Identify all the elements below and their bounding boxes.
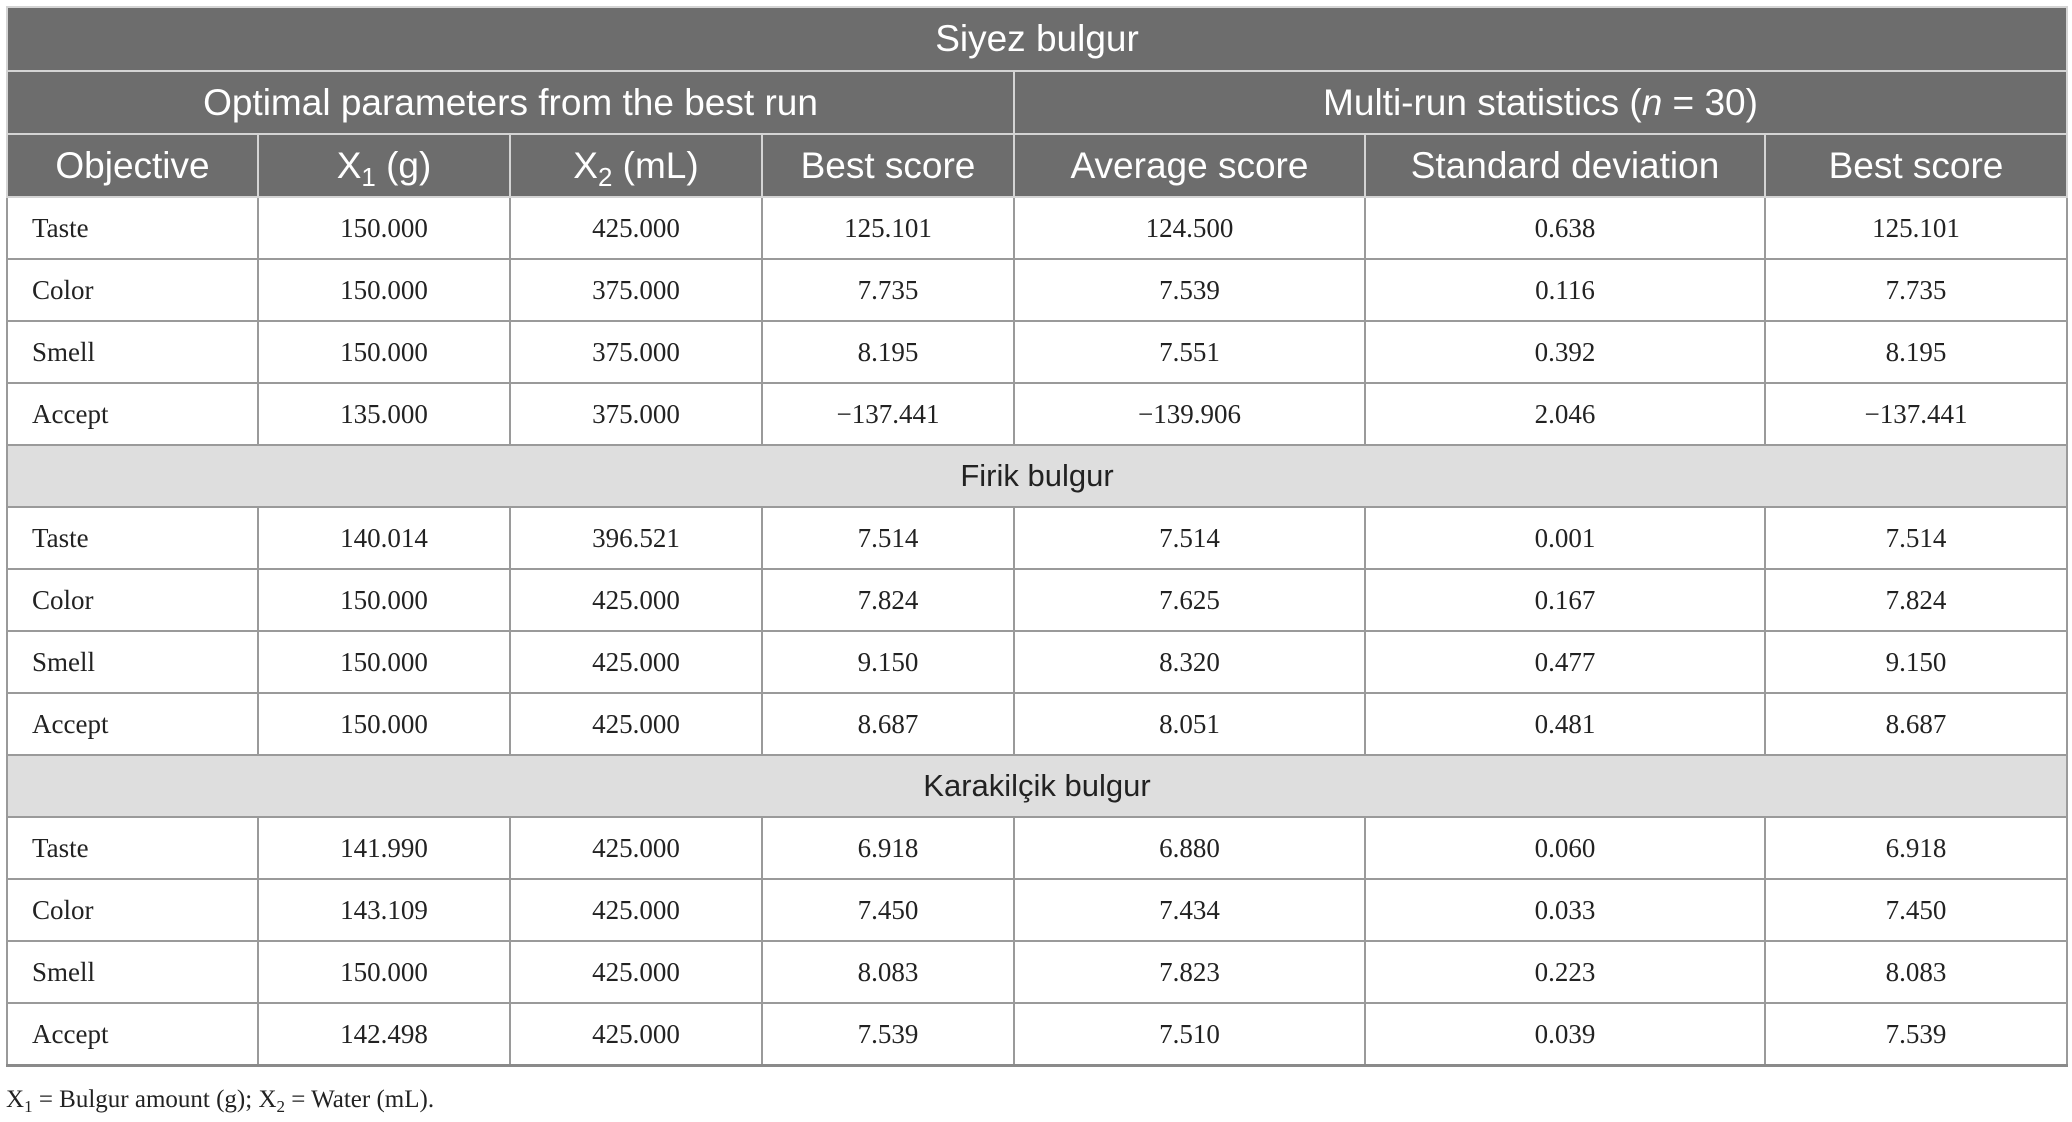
cell-objective: Smell [7,941,258,1003]
col-header-x2-sub: 2 [597,163,613,192]
cell-x2: 425.000 [510,631,762,693]
cell-x1: 143.109 [258,879,510,941]
cell-avg: 8.051 [1014,693,1365,755]
table-header [7,7,2067,197]
cell-x1: 150.000 [258,197,510,259]
cell-objective: Accept [7,383,258,445]
cell-avg: 7.551 [1014,321,1365,383]
table-footnote [6,1086,435,1117]
table-row [7,507,2067,569]
col-header-x1 [258,134,510,197]
cell-best: 8.195 [762,321,1014,383]
cell-best-multi: −137.441 [1765,383,2067,445]
group-header-multirun-suffix: = 30) [1662,81,1758,123]
footnote-x2-sub: 2 [276,1097,286,1117]
cell-x2: 375.000 [510,321,762,383]
section-row [7,445,2067,507]
footnote-x2-text: = Water (mL). [285,1086,435,1113]
cell-objective: Accept [7,1003,258,1066]
table-row [7,1003,2067,1066]
cell-objective: Smell [7,631,258,693]
cell-x1: 150.000 [258,693,510,755]
cell-avg: 8.320 [1014,631,1365,693]
cell-sd: 0.001 [1365,507,1765,569]
table-row [7,693,2067,755]
cell-avg: 7.514 [1014,507,1365,569]
cell-objective: Color [7,879,258,941]
section-row [7,755,2067,817]
table-body [7,197,2067,1066]
cell-x1: 150.000 [258,569,510,631]
cell-x2: 425.000 [510,941,762,1003]
section-title: Firik bulgur [7,445,2067,507]
cell-x2: 375.000 [510,383,762,445]
cell-best: 7.539 [762,1003,1014,1066]
cell-objective: Taste [7,817,258,879]
footnote-x1-main: X [6,1086,25,1113]
cell-sd: 0.167 [1365,569,1765,631]
cell-best: 7.824 [762,569,1014,631]
cell-best: 9.150 [762,631,1014,693]
footnote-x1-sub: 1 [24,1097,33,1117]
cell-x2: 425.000 [510,879,762,941]
cell-best-multi: 7.514 [1765,507,2067,569]
cell-x1: 150.000 [258,941,510,1003]
cell-best: 125.101 [762,197,1014,259]
table-row [7,321,2067,383]
cell-avg: −139.906 [1014,383,1365,445]
cell-x2: 375.000 [510,259,762,321]
cell-sd: 0.638 [1365,197,1765,259]
cell-objective: Taste [7,197,258,259]
cell-sd: 0.392 [1365,321,1765,383]
group-header-multirun-n: n [1641,81,1663,123]
cell-x2: 425.000 [510,693,762,755]
footnote-x2-main: X [258,1086,277,1113]
cell-objective: Color [7,259,258,321]
cell-x1: 141.990 [258,817,510,879]
cell-best-multi: 7.735 [1765,259,2067,321]
section-title: Karakilçik bulgur [7,755,2067,817]
title-row [7,7,2067,71]
cell-best: 8.083 [762,941,1014,1003]
cell-x1: 140.014 [258,507,510,569]
cell-x1: 142.498 [258,1003,510,1066]
cell-sd: 0.116 [1365,259,1765,321]
cell-x2: 425.000 [510,817,762,879]
cell-avg: 7.434 [1014,879,1365,941]
cell-avg: 7.539 [1014,259,1365,321]
cell-sd: 0.481 [1365,693,1765,755]
cell-sd: 0.223 [1365,941,1765,1003]
cell-best: 7.450 [762,879,1014,941]
cell-objective: Accept [7,693,258,755]
results-table [6,6,2068,1067]
cell-x1: 135.000 [258,383,510,445]
cell-best-multi: 8.195 [1765,321,2067,383]
cell-objective: Smell [7,321,258,383]
col-header-best-score-multirun: Best score [1765,134,2067,197]
cell-best-multi: 8.083 [1765,941,2067,1003]
cell-best: −137.441 [762,383,1014,445]
table-row [7,879,2067,941]
cell-sd: 0.060 [1365,817,1765,879]
col-header-average-score: Average score [1014,134,1365,197]
col-header-standard-deviation: Standard deviation [1365,134,1765,197]
cell-avg: 7.625 [1014,569,1365,631]
cell-sd: 0.477 [1365,631,1765,693]
table-row [7,569,2067,631]
group-header-multirun-prefix: Multi-run statistics ( [1323,81,1642,123]
cell-avg: 6.880 [1014,817,1365,879]
cell-x2: 425.000 [510,197,762,259]
cell-best-multi: 7.539 [1765,1003,2067,1066]
cell-best-multi: 125.101 [1765,197,2067,259]
table-row [7,259,2067,321]
cell-best-multi: 7.824 [1765,569,2067,631]
cell-x1: 150.000 [258,259,510,321]
cell-x2: 425.000 [510,569,762,631]
group-header-row [7,71,2067,134]
cell-x1: 150.000 [258,631,510,693]
cell-best-multi: 6.918 [1765,817,2067,879]
group-header-multirun [1014,71,2067,134]
col-header-best-score: Best score [762,134,1014,197]
table-title: Siyez bulgur [7,7,2067,71]
cell-best-multi: 7.450 [1765,879,2067,941]
table-row [7,817,2067,879]
cell-x2: 396.521 [510,507,762,569]
cell-objective: Taste [7,507,258,569]
group-header-optimal: Optimal parameters from the best run [7,71,1014,134]
cell-best: 6.918 [762,817,1014,879]
col-header-objective: Objective [7,134,258,197]
cell-best: 8.687 [762,693,1014,755]
cell-objective: Color [7,569,258,631]
cell-best: 7.514 [762,507,1014,569]
col-header-x2-unit: (mL) [612,144,699,186]
cell-x1: 150.000 [258,321,510,383]
cell-avg: 124.500 [1014,197,1365,259]
column-header-row [7,134,2067,197]
col-header-x2 [510,134,762,197]
cell-best: 7.735 [762,259,1014,321]
cell-best-multi: 8.687 [1765,693,2067,755]
col-header-x1-sub: 1 [361,163,376,192]
col-header-x1-main: X [336,144,362,186]
table-row [7,941,2067,1003]
table-row [7,383,2067,445]
cell-avg: 7.823 [1014,941,1365,1003]
col-header-x1-unit: (g) [375,144,432,186]
cell-x2: 425.000 [510,1003,762,1066]
cell-sd: 0.033 [1365,879,1765,941]
cell-sd: 0.039 [1365,1003,1765,1066]
footnote-x1-text: = Bulgur amount (g); [32,1086,259,1113]
cell-best-multi: 9.150 [1765,631,2067,693]
table-row [7,197,2067,259]
cell-avg: 7.510 [1014,1003,1365,1066]
table-row [7,631,2067,693]
col-header-x2-main: X [573,144,598,186]
cell-sd: 2.046 [1365,383,1765,445]
